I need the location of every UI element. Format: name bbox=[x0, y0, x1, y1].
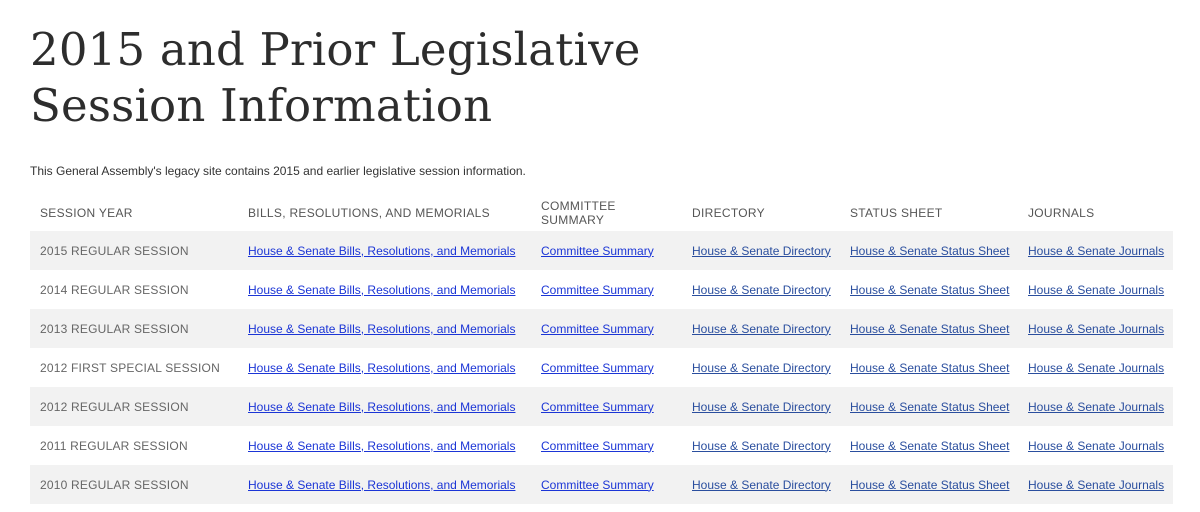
status-sheet-link[interactable]: House & Senate Status Sheet bbox=[850, 321, 1010, 336]
table-row bbox=[30, 270, 1173, 309]
status-sheet-link[interactable]: House & Senate Status Sheet bbox=[850, 438, 1010, 453]
page-title bbox=[30, 22, 641, 134]
directory-link[interactable]: House & Senate Directory bbox=[692, 477, 831, 492]
committee-summary-link[interactable]: Committee Summary bbox=[541, 360, 654, 375]
journals-link[interactable]: House & Senate Journals bbox=[1028, 243, 1165, 258]
committee-summary-link[interactable]: Committee Summary bbox=[541, 321, 654, 336]
status-sheet-link[interactable]: House & Senate Status Sheet bbox=[850, 243, 1010, 258]
committee-summary-link[interactable]: Committee Summary bbox=[541, 477, 654, 492]
journals-link[interactable]: House & Senate Journals bbox=[1028, 399, 1165, 414]
header-status-sheet: STATUS SHEET bbox=[850, 205, 943, 220]
sessions-table bbox=[30, 194, 1173, 504]
table-row bbox=[30, 348, 1173, 387]
session-year-cell: 2014 REGULAR SESSION bbox=[40, 282, 189, 297]
journals-link[interactable]: House & Senate Journals bbox=[1028, 477, 1165, 492]
session-year-cell: 2015 REGULAR SESSION bbox=[30, 231, 238, 270]
directory-link[interactable]: House & Senate Directory bbox=[692, 399, 831, 414]
bills-link[interactable]: House & Senate Bills, Resolutions, and Memorials bbox=[248, 243, 516, 258]
journals-link[interactable]: House & Senate Journals bbox=[1028, 321, 1165, 336]
page-title-line-1: 2015 and Prior Legislative bbox=[30, 23, 641, 76]
bills-link[interactable]: House & Senate Bills, Resolutions, and Memorials bbox=[248, 438, 516, 453]
committee-summary-link[interactable]: Committee Summary bbox=[541, 399, 654, 414]
bills-link[interactable]: House & Senate Bills, Resolutions, and Memorials bbox=[248, 321, 516, 336]
table-row bbox=[30, 231, 1173, 270]
committee-summary-link[interactable]: Committee Summary bbox=[541, 243, 654, 258]
journals-link[interactable]: House & Senate Journals bbox=[1028, 438, 1165, 453]
header-journals: JOURNALS bbox=[1028, 205, 1095, 220]
journals-link[interactable]: House & Senate Journals bbox=[1028, 360, 1165, 375]
table-row bbox=[30, 465, 1173, 504]
page-title-line-2: Session Information bbox=[30, 79, 493, 132]
status-sheet-link[interactable]: House & Senate Status Sheet bbox=[850, 477, 1010, 492]
directory-link[interactable]: House & Senate Directory bbox=[692, 321, 831, 336]
journals-link[interactable]: House & Senate Journals bbox=[1028, 282, 1165, 297]
directory-link[interactable]: House & Senate Directory bbox=[692, 438, 831, 453]
table-row bbox=[30, 387, 1173, 426]
committee-summary-link[interactable]: Committee Summary bbox=[541, 438, 654, 453]
directory-link[interactable]: House & Senate Directory bbox=[692, 282, 831, 297]
table-header-row bbox=[30, 194, 1173, 231]
status-sheet-link[interactable]: House & Senate Status Sheet bbox=[850, 399, 1010, 414]
bills-link[interactable]: House & Senate Bills, Resolutions, and Memorials bbox=[248, 477, 516, 492]
session-year-cell: 2012 FIRST SPECIAL SESSION bbox=[40, 360, 220, 375]
status-sheet-link[interactable]: House & Senate Status Sheet bbox=[850, 360, 1010, 375]
bills-link[interactable]: House & Senate Bills, Resolutions, and Memorials bbox=[248, 282, 516, 297]
session-year-cell: 2010 REGULAR SESSION bbox=[30, 465, 238, 504]
header-session-year: SESSION YEAR bbox=[40, 205, 133, 220]
intro-text: This General Assembly's legacy site contains 2015 and earlier legislative session information. bbox=[30, 164, 526, 178]
table-row bbox=[30, 309, 1173, 348]
bills-link[interactable]: House & Senate Bills, Resolutions, and Memorials bbox=[248, 360, 516, 375]
directory-link[interactable]: House & Senate Directory bbox=[692, 243, 831, 258]
bills-link[interactable]: House & Senate Bills, Resolutions, and Memorials bbox=[248, 399, 516, 414]
session-year-cell: 2013 REGULAR SESSION bbox=[30, 309, 238, 348]
session-year-cell: 2011 REGULAR SESSION bbox=[40, 438, 188, 453]
header-bills: BILLS, RESOLUTIONS, AND MEMORIALS bbox=[248, 205, 490, 220]
status-sheet-link[interactable]: House & Senate Status Sheet bbox=[850, 282, 1010, 297]
header-committee-summary: COMMITTEE SUMMARY bbox=[541, 198, 616, 227]
committee-summary-link[interactable]: Committee Summary bbox=[541, 282, 654, 297]
header-directory: DIRECTORY bbox=[692, 205, 765, 220]
session-year-cell: 2012 REGULAR SESSION bbox=[30, 387, 238, 426]
directory-link[interactable]: House & Senate Directory bbox=[692, 360, 831, 375]
table-row bbox=[30, 426, 1173, 465]
